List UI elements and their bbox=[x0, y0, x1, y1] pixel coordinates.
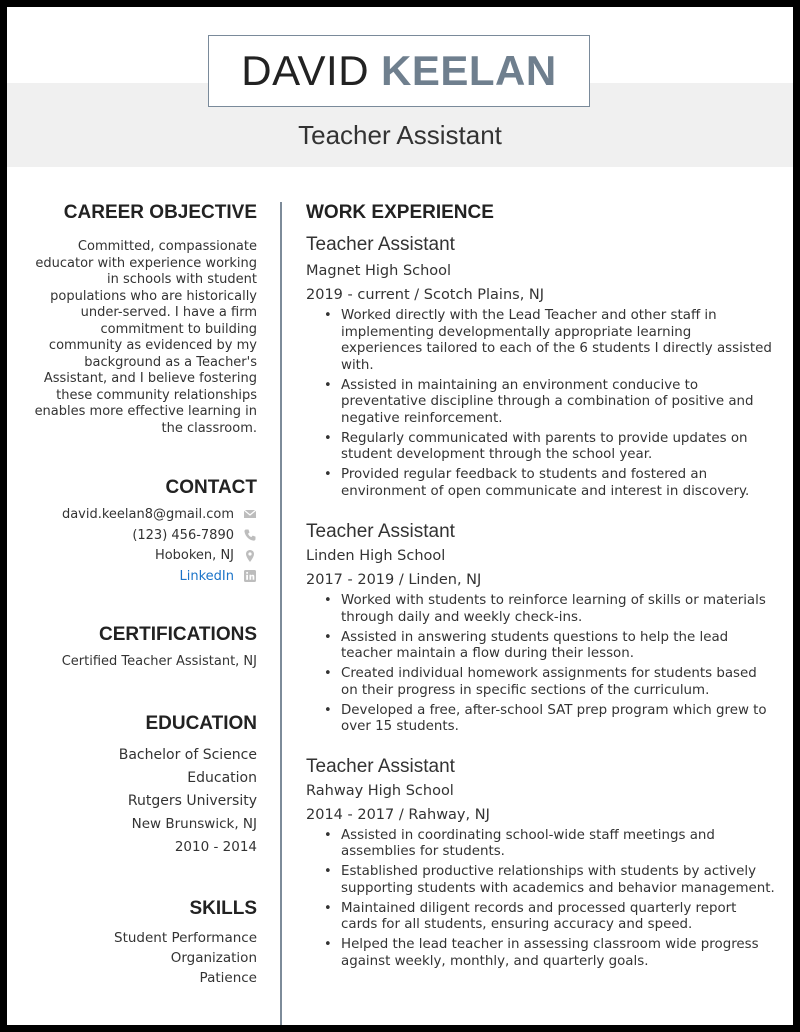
contact-linkedin-row[interactable] bbox=[27, 566, 257, 587]
career-objective-text: Committed, compassionate educator with experience working in schools with student populations who are historically under-served. I have a firm commitment to building community as evidenced by my background as a Teacher's Assistant, and I believe fostering these community relationships enables more effective learning in the classroom. bbox=[34, 239, 257, 436]
education-block bbox=[27, 744, 257, 859]
left-column bbox=[27, 201, 257, 988]
career-objective-heading: CAREER OBJECTIVE bbox=[63, 202, 257, 223]
contact-location-row bbox=[27, 545, 257, 566]
phone-icon bbox=[243, 528, 257, 542]
contact-heading: CONTACT bbox=[165, 477, 257, 498]
job-bullet: • Maintained diligent records and processed quarterly report cards for all students, ensuring accuracy and speed. bbox=[306, 901, 776, 934]
job-title: Teacher Assistant bbox=[306, 234, 455, 255]
contact-list bbox=[27, 504, 257, 587]
job-bullet: • Helped the lead teacher in assessing classroom wide progress against weekly, monthly, and quarterly goals. bbox=[306, 937, 776, 970]
job-entry bbox=[306, 754, 776, 971]
job-title: Teacher Assistant bbox=[306, 755, 455, 777]
resume-page bbox=[7, 7, 793, 1025]
column-divider bbox=[280, 202, 282, 1025]
skill-item: Organization bbox=[170, 950, 257, 967]
job-bullets bbox=[306, 593, 776, 736]
education-degree: Bachelor of Science bbox=[118, 747, 257, 764]
job-bullet: • Developed a free, after-school SAT prep program which grew to over 15 students. bbox=[306, 703, 776, 736]
contact-location: Hoboken, NJ bbox=[154, 548, 234, 564]
job-bullet: • Assisted in answering students questions to help the lead teacher maintain a flow during their lesson. bbox=[306, 630, 776, 663]
job-bullet: • Established productive relationships with students by actively supporting students with academics and behavior management. bbox=[306, 864, 776, 897]
job-dates-location: 2017 - 2019 / Linden, NJ bbox=[306, 572, 482, 588]
job-entry bbox=[306, 519, 776, 736]
skills-heading: SKILLS bbox=[189, 898, 257, 920]
contact-phone-row[interactable] bbox=[27, 525, 257, 546]
education-dates: 2010 - 2014 bbox=[174, 839, 257, 856]
job-bullets bbox=[306, 828, 776, 971]
skills-list bbox=[27, 928, 257, 988]
education-field: Education bbox=[187, 770, 257, 787]
job-bullet: • Assisted in coordinating school-wide staff meetings and assemblies for students. bbox=[306, 828, 776, 861]
job-bullet: • Worked directly with the Lead Teacher and other staff in implementing developmentally appropriate learning experiences tailored to each of the 6 students I directly assisted with. bbox=[306, 308, 776, 374]
education-location: New Brunswick, NJ bbox=[131, 816, 257, 833]
education-heading: EDUCATION bbox=[145, 713, 257, 735]
job-company: Magnet High School bbox=[306, 263, 452, 279]
contact-phone[interactable]: (123) 456-7890 bbox=[132, 527, 234, 543]
skill-item: Student Performance bbox=[114, 930, 257, 947]
job-bullet: • Assisted in maintaining an environment conducive to preventative discipline through a combination of positive and negative reinforcement. bbox=[306, 378, 776, 428]
certifications-heading: CERTIFICATIONS bbox=[99, 623, 257, 645]
certification-item: Certified Teacher Assistant, NJ bbox=[61, 653, 257, 669]
job-company: Rahway High School bbox=[306, 782, 454, 799]
envelope-icon bbox=[243, 507, 257, 521]
first-name: DAVID bbox=[241, 47, 370, 94]
job-bullets bbox=[306, 308, 776, 500]
job-dates-location: 2014 - 2017 / Rahway, NJ bbox=[306, 806, 490, 823]
right-column bbox=[306, 201, 776, 974]
location-pin-icon bbox=[243, 549, 257, 563]
skill-item: Patience bbox=[199, 970, 257, 987]
job-dates-location: 2019 - current / Scotch Plains, NJ bbox=[306, 287, 545, 303]
job-bullet: • Regularly communicated with parents to provide updates on student development through the school year. bbox=[306, 431, 776, 464]
last-name: KEELAN bbox=[381, 47, 557, 94]
job-company: Linden High School bbox=[306, 548, 446, 564]
contact-email-row[interactable] bbox=[27, 504, 257, 525]
job-bullet: • Created individual homework assignments for students based on their progress in specific sections of the curriculum. bbox=[306, 666, 776, 699]
job-bullet: • Provided regular feedback to students and fostered an environment of open communicate and interest in discovery. bbox=[306, 467, 776, 500]
job-bullet: • Worked with students to reinforce learning of skills or materials through daily and weekly check-ins. bbox=[306, 593, 776, 626]
linkedin-icon bbox=[243, 569, 257, 583]
name-box bbox=[208, 35, 590, 107]
linkedin-link[interactable]: LinkedIn bbox=[179, 568, 234, 584]
education-school: Rutgers University bbox=[127, 793, 257, 810]
work-experience-heading: WORK EXPERIENCE bbox=[306, 202, 494, 223]
job-entry bbox=[306, 232, 776, 500]
job-title-headline: Teacher Assistant bbox=[298, 120, 502, 150]
contact-email[interactable]: david.keelan8@gmail.com bbox=[61, 506, 234, 522]
job-title: Teacher Assistant bbox=[306, 521, 455, 542]
